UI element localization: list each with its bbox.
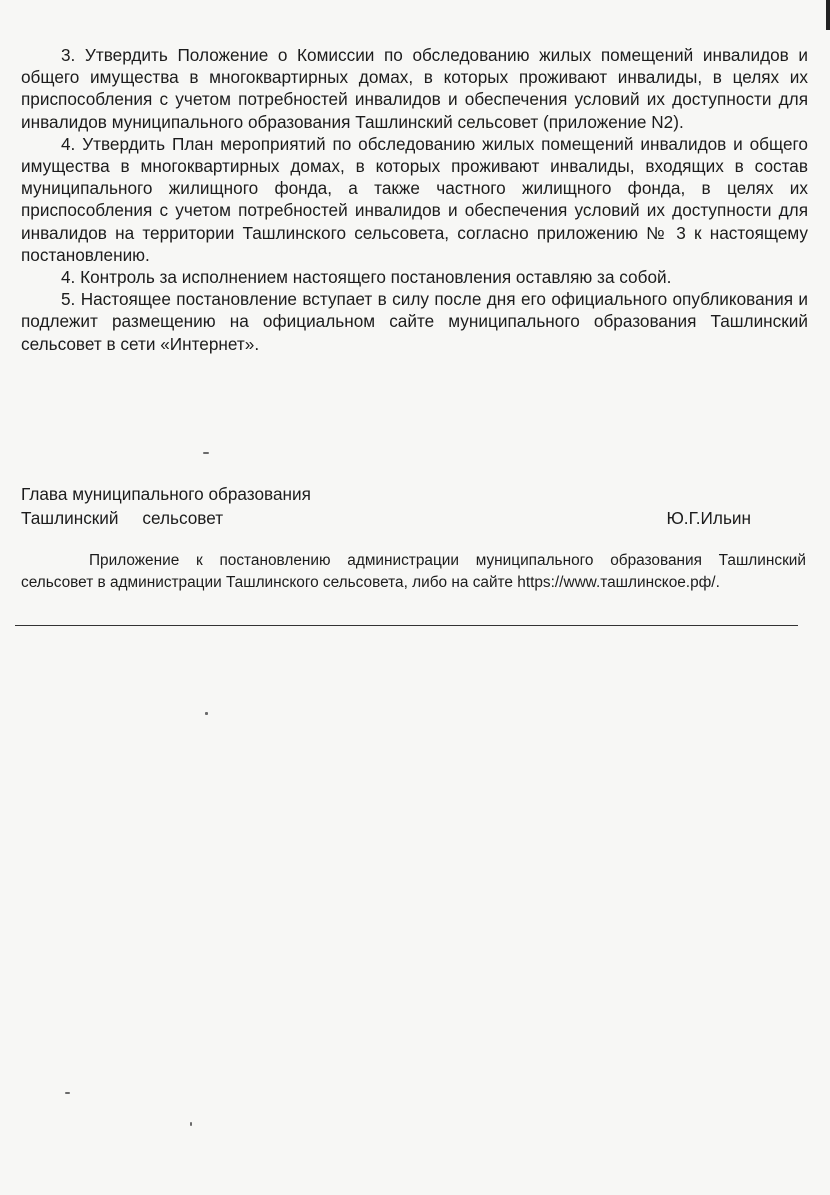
signature-title-line1: Глава муниципального образования [21, 484, 311, 504]
scan-speck [205, 712, 208, 715]
paragraph-item-3: 3. Утвердить Положение о Комиссии по обследованию жилых помещений инвалидов и общего имущества в многоквартирных домах, в которых проживают инвалиды, в целях их приспособления с учетом потребностей инвалидов и обеспечения условий их доступности для инвалидов муниципального образования Ташлинский сельсовет (приложение N2). [21, 45, 808, 132]
appendix-note [21, 550, 806, 594]
scan-speck [203, 452, 209, 454]
signature-title-line2: Ташлинский сельсовет [21, 508, 224, 528]
signatory-name: Ю.Г.Ильин [666, 508, 751, 528]
paragraph-item-4-control: 4. Контроль за исполнением настоящего постановления оставляю за собой. [61, 267, 672, 288]
horizontal-rule [15, 625, 798, 626]
paragraph-item-5: 5. Настоящее постановление вступает в силу после дня его официального опубликования и подлежит размещению на официальном сайте муниципального образования Ташлинский сельсовет в сети «Интернет». [21, 289, 808, 354]
paragraph-item-4-plan: 4. Утвердить План мероприятий по обследованию жилых помещений инвалидов и общего имущества в многоквартирных домах, в которых проживают инвалиды, входящих в состав муниципального жилищного фонда, а также частного жилищного фонда, в целях их приспособления с учетом потребностей инвалидов и обеспечения условий их доступности для инвалидов на территории Ташлинского сельсовета, согласно приложению № 3 к настоящему постановлению. [21, 133, 808, 265]
scan-edge-mark [826, 0, 830, 30]
scan-speck [190, 1122, 192, 1126]
scan-speck [65, 1092, 70, 1094]
signature-block [21, 482, 791, 530]
resolution-body [21, 44, 808, 355]
appendix-note-text: Приложение к постановлению администрации муниципального образования Ташлинский сельсовет в администрации Ташлинского сельсовета, либо на сайте https://www.ташлинское.рф/. [21, 552, 806, 591]
signature-line [21, 506, 791, 530]
